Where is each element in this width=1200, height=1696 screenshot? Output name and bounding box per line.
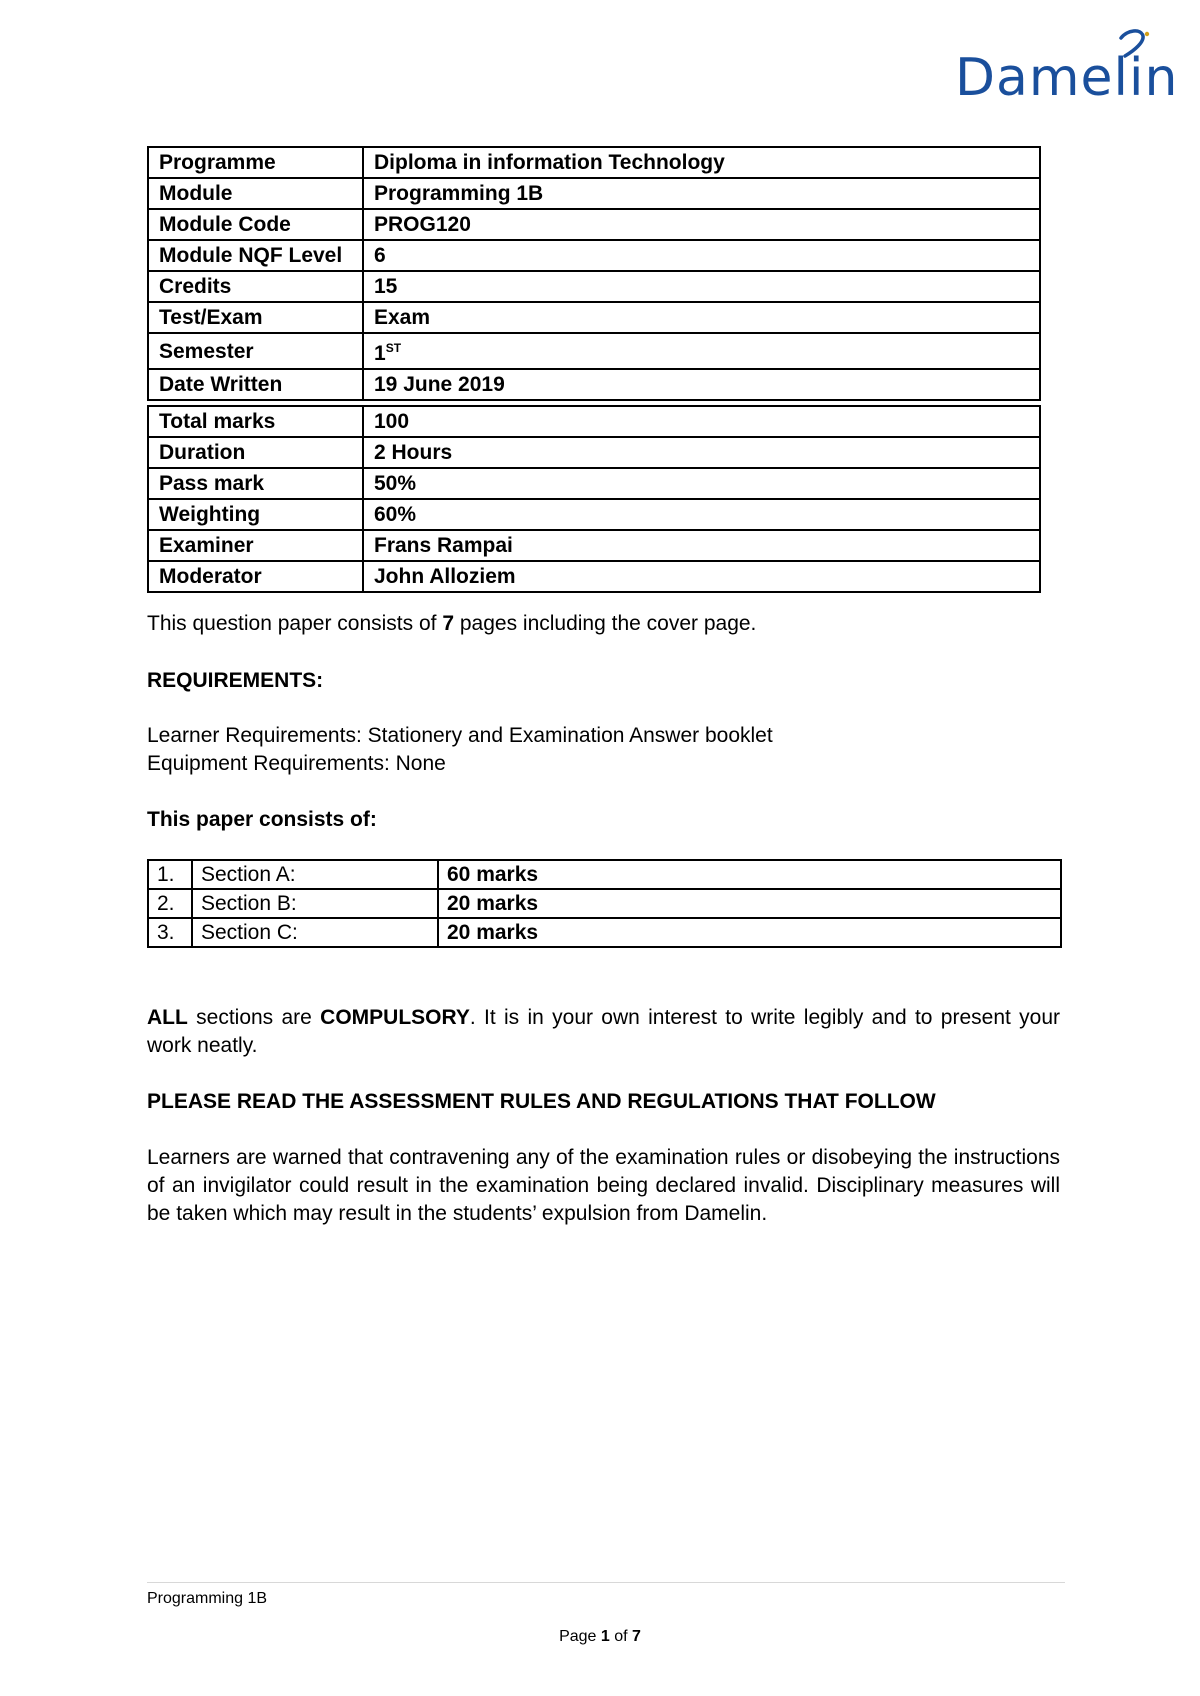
table-row <box>148 333 1040 369</box>
footer-divider <box>147 1582 1065 1583</box>
compulsory-note <box>147 1004 1060 1060</box>
rules-heading: PLEASE READ THE ASSESSMENT RULES AND REGULATIONS THAT FOLLOW <box>147 1090 936 1113</box>
row-value-text: Exam <box>374 306 431 329</box>
section-name: Section B: <box>192 889 438 918</box>
table-row <box>148 437 1040 468</box>
row-value <box>363 147 1040 178</box>
section-row <box>148 860 1061 889</box>
table-row <box>148 240 1040 271</box>
requirements-heading: REQUIREMENTS: <box>147 669 324 692</box>
row-value <box>363 369 1040 400</box>
table-row <box>148 147 1040 178</box>
table-row <box>148 561 1040 592</box>
consists-heading: This paper consists of: <box>147 808 377 831</box>
footer-module: Programming 1B <box>147 1590 268 1607</box>
row-value-text: Frans Rampai <box>374 534 513 557</box>
section-number: 1. <box>148 860 192 889</box>
page-of: of <box>609 1628 633 1645</box>
row-value-superscript: ST <box>385 341 402 355</box>
learner-requirements: Learner Requirements: Stationery and Examination Answer booklet <box>147 724 773 747</box>
compulsory-all: ALL <box>147 1006 188 1029</box>
row-label: Moderator <box>148 561 363 592</box>
marks-info-table <box>147 405 1041 593</box>
table-row <box>148 209 1040 240</box>
row-value <box>363 530 1040 561</box>
table-row <box>148 271 1040 302</box>
row-value-text: 19 June 2019 <box>374 373 505 396</box>
row-label: Date Written <box>148 369 363 400</box>
row-label: Semester <box>148 333 363 369</box>
row-value <box>363 499 1040 530</box>
compulsory-rest: . It is in your own interest to write legibly and to present your work neatly. <box>147 1006 1060 1057</box>
equipment-requirements: Equipment Requirements: None <box>147 752 446 775</box>
row-value <box>363 468 1040 499</box>
row-label: Programme <box>148 147 363 178</box>
row-value-text: 100 <box>374 410 410 433</box>
row-value-text: 1 <box>374 342 386 365</box>
logo-text: Damelin <box>955 48 1179 108</box>
footer-page-number <box>0 1628 1200 1646</box>
section-name: Section C: <box>192 918 438 947</box>
row-value-text: 2 Hours <box>374 441 453 464</box>
section-marks: 60 marks <box>438 860 1061 889</box>
row-label: Duration <box>148 437 363 468</box>
section-row <box>148 918 1061 947</box>
row-value-text: Diploma in information Technology <box>374 151 725 174</box>
row-label: Weighting <box>148 499 363 530</box>
pages-note-count: 7 <box>442 612 455 635</box>
row-value-text: 50% <box>374 472 417 495</box>
section-marks: 20 marks <box>438 918 1061 947</box>
compulsory-mid: sections are <box>187 1006 321 1029</box>
pages-note-before: This question paper consists of <box>147 612 443 635</box>
row-label: Total marks <box>148 406 363 437</box>
row-value <box>363 561 1040 592</box>
row-label: Credits <box>148 271 363 302</box>
row-value <box>363 240 1040 271</box>
table-row <box>148 369 1040 400</box>
section-name: Section A: <box>192 860 438 889</box>
warning-paragraph: Learners are warned that contravening any of the examination rules or disobeying the instructions of an invigilator could result in the examination being declared invalid. Disciplinary measures will be taken which may result in the students’ expulsion from Damelin. <box>147 1146 1060 1225</box>
row-label: Module Code <box>148 209 363 240</box>
row-value <box>363 271 1040 302</box>
pages-note-after: pages including the cover page. <box>454 612 757 635</box>
row-value <box>363 333 1040 369</box>
page-label: Page <box>559 1628 601 1645</box>
section-marks: 20 marks <box>438 889 1061 918</box>
row-value-text: John Alloziem <box>374 565 516 588</box>
section-number: 2. <box>148 889 192 918</box>
table-row <box>148 406 1040 437</box>
row-value-text: 60% <box>374 503 417 526</box>
programme-info-table <box>147 146 1041 401</box>
section-row <box>148 889 1061 918</box>
pages-note <box>147 610 756 638</box>
row-label: Module <box>148 178 363 209</box>
sections-table <box>147 859 1062 948</box>
table-row <box>148 302 1040 333</box>
row-value <box>363 302 1040 333</box>
row-value-text: PROG120 <box>374 213 471 236</box>
page-num: 1 <box>600 1628 610 1645</box>
page-total: 7 <box>632 1628 641 1645</box>
row-value <box>363 209 1040 240</box>
row-value <box>363 406 1040 437</box>
row-value <box>363 178 1040 209</box>
row-value-text: 15 <box>374 275 398 298</box>
row-value <box>363 437 1040 468</box>
row-label: Examiner <box>148 530 363 561</box>
row-value-text: 6 <box>374 244 386 267</box>
row-label: Pass mark <box>148 468 363 499</box>
table-row <box>148 530 1040 561</box>
table-row <box>148 468 1040 499</box>
section-number: 3. <box>148 918 192 947</box>
row-value-text: Programming 1B <box>374 182 544 205</box>
damelin-logo <box>955 28 1195 108</box>
row-label: Test/Exam <box>148 302 363 333</box>
table-row <box>148 178 1040 209</box>
row-label: Module NQF Level <box>148 240 363 271</box>
logo-swoosh-icon <box>1117 28 1151 58</box>
compulsory-word: COMPULSORY <box>320 1006 470 1029</box>
table-row <box>148 499 1040 530</box>
